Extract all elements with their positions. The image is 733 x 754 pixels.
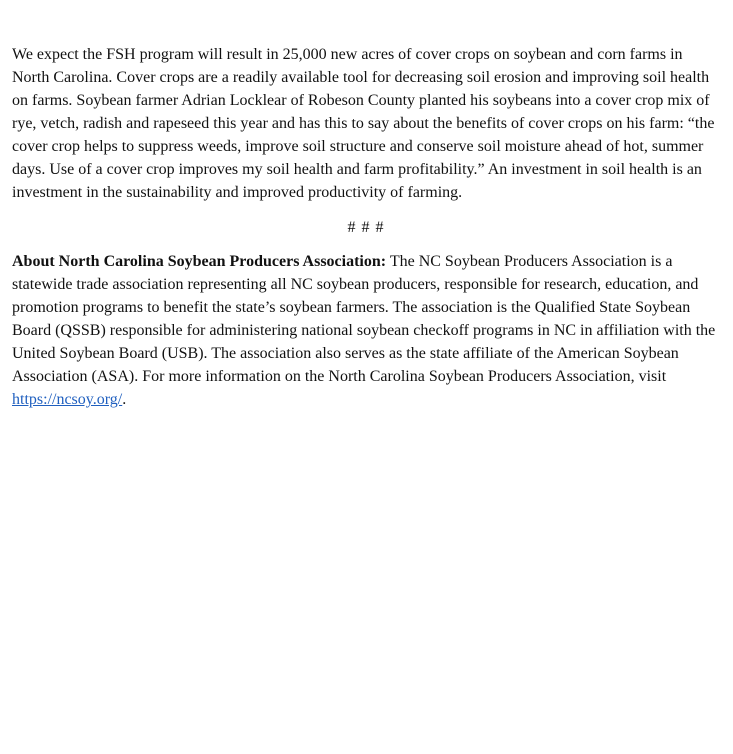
body-paragraph: We expect the FSH program will result in 25,000 new acres of cover crops on soybean and corn farms in North Carolina. Cover crops are a readily available tool for decreasing soil erosion and improving soil health on farms. Soybean farmer Adrian Locklear of Robeson County planted his soybeans into a cover crop mix of rye, vetch, radish and rapeseed this year and has this to say about the benefits of cover crops on his farm: “the cover crop helps to suppress weeds, improve soil structure and conserve soil moisture ahead of hot, summer days. Use of a cover crop improves my soil health and farm profitability.” An investment in soil health is an investment in the sustainability and improved productivity of farming. <box>12 46 715 201</box>
about-text: The NC Soybean Producers Association is a statewide trade association representing all NC soybean producers, responsible for research, education, and promotion programs to benefit the state’s soybean farmers. The association is the Qualified State Soybean Board (QSSB) responsible for administering national soybean checkoff programs in NC in affiliation with the United Soybean Board (USB). The association also serves as the state affiliate of the American Soybean Association (ASA). For more information on the North Carolina Soybean Producers Association, visit <box>12 253 716 385</box>
ncsoy-link[interactable]: https://ncsoy.org/ <box>12 391 123 408</box>
about-heading: About North Carolina Soybean Producers Association: <box>12 253 387 270</box>
about-trailing: . <box>122 391 127 408</box>
section-separator: # # # <box>347 219 385 236</box>
document-page <box>12 43 720 411</box>
about-paragraph <box>12 250 720 411</box>
